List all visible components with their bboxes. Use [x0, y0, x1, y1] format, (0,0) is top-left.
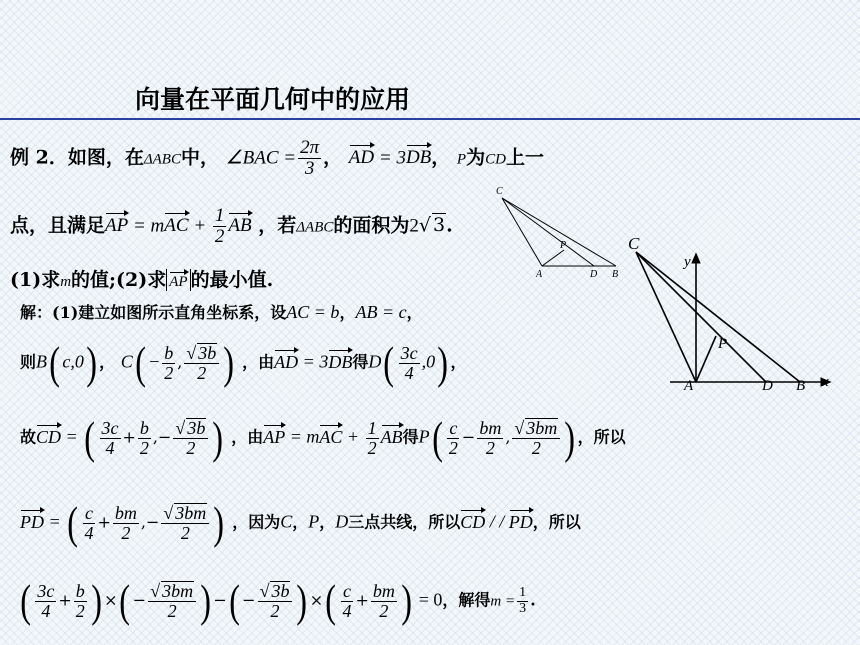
text-suoyi: ，所以	[577, 427, 626, 447]
numerator: b	[139, 417, 149, 438]
fraction-numerator: 1	[214, 205, 225, 226]
text-ze: 则	[20, 352, 37, 372]
fraction-3c-4	[100, 419, 121, 458]
plus: +	[58, 590, 72, 610]
title-underline	[0, 118, 860, 120]
fraction-numerator: 2π	[300, 137, 320, 158]
text-lead: 点，且满足	[10, 214, 106, 237]
problem-line-1	[10, 138, 544, 179]
label-x: x	[822, 374, 829, 390]
numerator: c	[84, 502, 93, 523]
period: .	[530, 590, 536, 610]
text-you: ，由	[231, 427, 264, 447]
comma: ，	[450, 352, 467, 372]
solution-line-5: ( $\frac{3c}{4}$ + $\frac{b}{2}$ ) ×( − $\frac{√ 3bm}{2}$ ) −( − $\frac{√ 3b}{2}$ ) ×( $\frac{c}{4}$ + $\frac{bm}{2}$ ) = 0，解得m = $\frac{1}{3}$ .	[20, 575, 536, 626]
sep: ，	[323, 146, 343, 169]
fraction-half	[366, 419, 379, 458]
numerator: bm	[479, 417, 502, 438]
comma: ，	[319, 512, 336, 532]
minus: −	[242, 590, 256, 610]
fraction-c-4	[341, 582, 354, 621]
plus: +	[188, 215, 211, 237]
fraction-b-2	[138, 419, 151, 458]
fraction-rt3b-2	[258, 581, 293, 621]
numerator: bm	[114, 502, 137, 523]
vector-ad: AD	[274, 351, 299, 372]
fraction-b-2	[74, 582, 87, 621]
ab-equals-c: AB = c	[355, 302, 407, 322]
fraction-bm-2	[113, 504, 139, 543]
radicand: 3b	[187, 418, 206, 439]
segment-cd	[502, 198, 594, 266]
label-a: A	[536, 269, 543, 280]
fraction-rt3b-2	[184, 343, 219, 383]
vector-ap: AP	[169, 274, 188, 290]
zero: ,0	[421, 351, 436, 372]
denominator: 2	[531, 438, 541, 458]
text-ruo: ，若	[258, 214, 297, 237]
denominator: 3	[519, 600, 527, 616]
area-coef: 2	[409, 215, 419, 237]
denominator: 4	[41, 600, 51, 621]
comma: ，	[339, 303, 356, 322]
vector-db: DB	[405, 147, 432, 169]
sep: ，	[431, 146, 451, 169]
segment-cd	[636, 252, 766, 382]
solution-line-1	[20, 300, 423, 323]
fraction-bm-2	[477, 419, 503, 458]
radicand: 3bm	[175, 503, 207, 524]
point-p: P	[418, 426, 430, 447]
vector-ap: AP	[105, 215, 129, 237]
times: ×	[309, 590, 324, 610]
numerator: c	[449, 417, 458, 438]
numerator: √ 3bm	[512, 418, 560, 439]
abs-ap	[166, 269, 190, 291]
vector-ac: AC	[164, 215, 189, 237]
vector-ac: AC	[319, 426, 343, 447]
fraction-c-2	[447, 419, 460, 458]
point-b: B	[36, 351, 48, 372]
point-d: D	[335, 511, 349, 532]
sqrt-sign: √	[418, 214, 432, 237]
comma: ，	[99, 352, 116, 372]
label-b: B	[612, 269, 619, 280]
minus: −	[461, 427, 476, 447]
text-zhong: 中，	[180, 146, 219, 169]
denominator: 2	[167, 601, 177, 621]
equals-m: = m	[285, 426, 320, 447]
text-jiede: ，解得	[442, 590, 491, 610]
denominator: 4	[342, 600, 352, 621]
denominator: 2	[180, 523, 190, 543]
equals-m: = m	[128, 215, 165, 237]
denominator: 2	[121, 522, 131, 543]
label-p: P	[718, 336, 728, 352]
equals: =	[61, 426, 83, 447]
text-wei: 为	[466, 146, 486, 169]
triangle-abc: ΔABC	[143, 151, 181, 168]
point-d: D	[368, 351, 382, 372]
radicand: 3b	[198, 343, 217, 364]
fraction-c-4	[82, 504, 95, 543]
numerator: c	[343, 580, 352, 601]
radicand: 3bm	[526, 418, 558, 439]
edge-cb	[636, 252, 800, 382]
triangle-abc: ΔABC	[296, 219, 334, 236]
edge-ca	[636, 252, 696, 382]
denominator: 2	[164, 362, 174, 383]
vector-cd: CD	[460, 511, 486, 532]
point-c: C	[120, 351, 133, 372]
text-suoyi: ，所以	[532, 512, 581, 532]
text-area: 的面积为	[333, 214, 410, 237]
vector-ab: AB	[380, 426, 403, 447]
comma-minus: ,−	[152, 427, 172, 447]
radicand: 3bm	[162, 581, 194, 602]
solution-lead: 解：(1)建立如图所示直角坐标系，设	[20, 303, 287, 322]
text-yinwei: ，因为	[232, 512, 281, 532]
label-y: y	[684, 254, 691, 270]
vector-ab: AB	[228, 215, 252, 237]
vector-db: DB	[328, 351, 353, 372]
numerator: √ 3bm	[161, 503, 209, 524]
period: .	[446, 214, 453, 237]
edge-ca	[502, 198, 542, 266]
ac-equals-b: AC = b	[286, 302, 340, 322]
vector-ap: AP	[263, 426, 286, 447]
numerator: √ 3bm	[148, 581, 196, 602]
solution-line-3: 故CD = ( $\frac{3c}{4}$ + $\frac{b}{2}$ ,− $\frac{√ 3b}{2}$ ) ，由AP = mAC + $\frac{1}{2}$ AB得P( $\frac{c}{2}$ − $\frac{bm}{2}$ , $\frac{√ 3bm}{2}$ ) ，所以	[20, 412, 626, 463]
part-3: 的最小值.	[190, 269, 274, 291]
segment-ap	[542, 250, 564, 266]
point-c: C	[280, 511, 293, 532]
comma-minus: ,−	[140, 512, 160, 532]
equals-3: = 3	[298, 351, 329, 372]
text-gu: 故	[20, 427, 37, 447]
plus: +	[122, 427, 136, 447]
denominator: 2	[139, 437, 149, 458]
var-m: m	[60, 274, 72, 290]
label-b: B	[796, 378, 806, 394]
point-p: P	[308, 511, 320, 532]
vector-pd: PD	[508, 511, 533, 532]
m-equals: m =	[490, 593, 516, 610]
numerator: 3c	[101, 417, 119, 438]
minus: −	[132, 590, 147, 610]
numerator: 1	[519, 584, 527, 600]
fraction-2pi-3	[298, 138, 321, 179]
fraction-denominator: 3	[304, 157, 315, 179]
page-title: 向量在平面几何中的应用	[135, 85, 411, 114]
denominator: 2	[270, 601, 280, 621]
plus: +	[97, 512, 111, 532]
vector-cd: CD	[36, 426, 62, 447]
numerator: √ 3b	[173, 418, 208, 439]
parallel: / /	[485, 511, 509, 532]
numerator: √ 3b	[184, 343, 219, 364]
vector-ad: AD	[348, 147, 375, 169]
edge-cb	[502, 198, 616, 266]
problem-line-3	[10, 265, 273, 292]
fraction-rt3b-2	[173, 418, 208, 458]
denominator: 4	[105, 437, 115, 458]
part-1: (1)求	[10, 269, 61, 291]
text-de: 得	[352, 352, 369, 372]
triangle-figure-small	[490, 180, 630, 280]
label-c: C	[496, 186, 503, 197]
radicand: 3b	[271, 581, 290, 602]
numerator: bm	[372, 580, 395, 601]
b-coords: c,0	[62, 351, 84, 372]
text-shangyi: 上一	[505, 146, 544, 169]
solution-line-4: PD = ( $\frac{c}{4}$ + $\frac{bm}{2}$ ,− $\frac{√ 3bm}{2}$ ) ，因为C，P，D三点共线，所以CD / / PD，所以	[20, 497, 581, 548]
fraction-denominator: 2	[214, 225, 225, 247]
segment-ap	[696, 336, 716, 382]
plus: +	[342, 426, 364, 447]
numerator: b	[164, 342, 174, 363]
coordinate-figure	[620, 232, 850, 397]
denominator: 2	[379, 600, 389, 621]
denominator: 2	[448, 437, 458, 458]
segment-cd: CD	[485, 151, 506, 168]
fraction-1-3	[517, 586, 528, 616]
equals-3: = 3	[374, 147, 406, 169]
numerator: 3c	[37, 580, 55, 601]
problem-line-2	[10, 206, 453, 247]
numerator: 3c	[400, 342, 418, 363]
label-c: C	[628, 234, 640, 253]
denominator: 2	[485, 437, 495, 458]
numerator: b	[75, 580, 85, 601]
text-collinear: 三点共线，所以	[348, 512, 461, 532]
comma: ，	[406, 303, 423, 322]
fraction-3c-4	[35, 582, 56, 621]
times: ×	[104, 590, 118, 610]
label-d: D	[590, 269, 598, 280]
label-p: P	[560, 240, 567, 251]
fraction-rt3bm-2	[512, 418, 560, 458]
minus: −	[213, 590, 227, 610]
comma: ,	[505, 427, 511, 447]
plus: +	[355, 590, 369, 610]
fraction-b-2	[162, 344, 175, 383]
denominator: 2	[197, 363, 207, 383]
numerator: √ 3b	[258, 581, 293, 602]
fraction-half	[213, 206, 227, 247]
equals: =	[44, 511, 66, 532]
numerator: 1	[367, 417, 377, 438]
text-you: ，由	[242, 352, 275, 372]
equals-zero: = 0	[414, 589, 443, 610]
solution-line-2: 则B( c,0) ， C( − $\frac{b}{2}$ , $\frac{√ 3b}{2}$ ) ，由AD = 3DB得D( $\frac{3c}{4}$ ,0) ，	[20, 337, 467, 388]
point-p: P	[456, 151, 467, 168]
label-a: A	[684, 378, 694, 394]
vector-pd: PD	[20, 511, 44, 532]
minus: −	[148, 351, 161, 372]
denominator: 4	[84, 522, 94, 543]
part-2: 的值;(2)求	[71, 269, 167, 291]
label-d: D	[762, 378, 773, 394]
denominator: 2	[367, 437, 377, 458]
fraction-bm-2	[371, 582, 397, 621]
denominator: 2	[186, 438, 196, 458]
comma: ，	[292, 512, 309, 532]
fraction-rt3bm-2	[148, 581, 196, 621]
area-radicand: 3	[433, 214, 446, 237]
example-label: 例 2．如图，在	[10, 146, 144, 169]
angle-bac: ∠BAC =	[225, 147, 297, 169]
denominator: 2	[75, 600, 85, 621]
denominator: 4	[404, 362, 414, 383]
fraction-3c-4	[399, 344, 420, 383]
text-de: 得	[402, 427, 419, 447]
fraction-rt3bm-2	[161, 503, 209, 543]
